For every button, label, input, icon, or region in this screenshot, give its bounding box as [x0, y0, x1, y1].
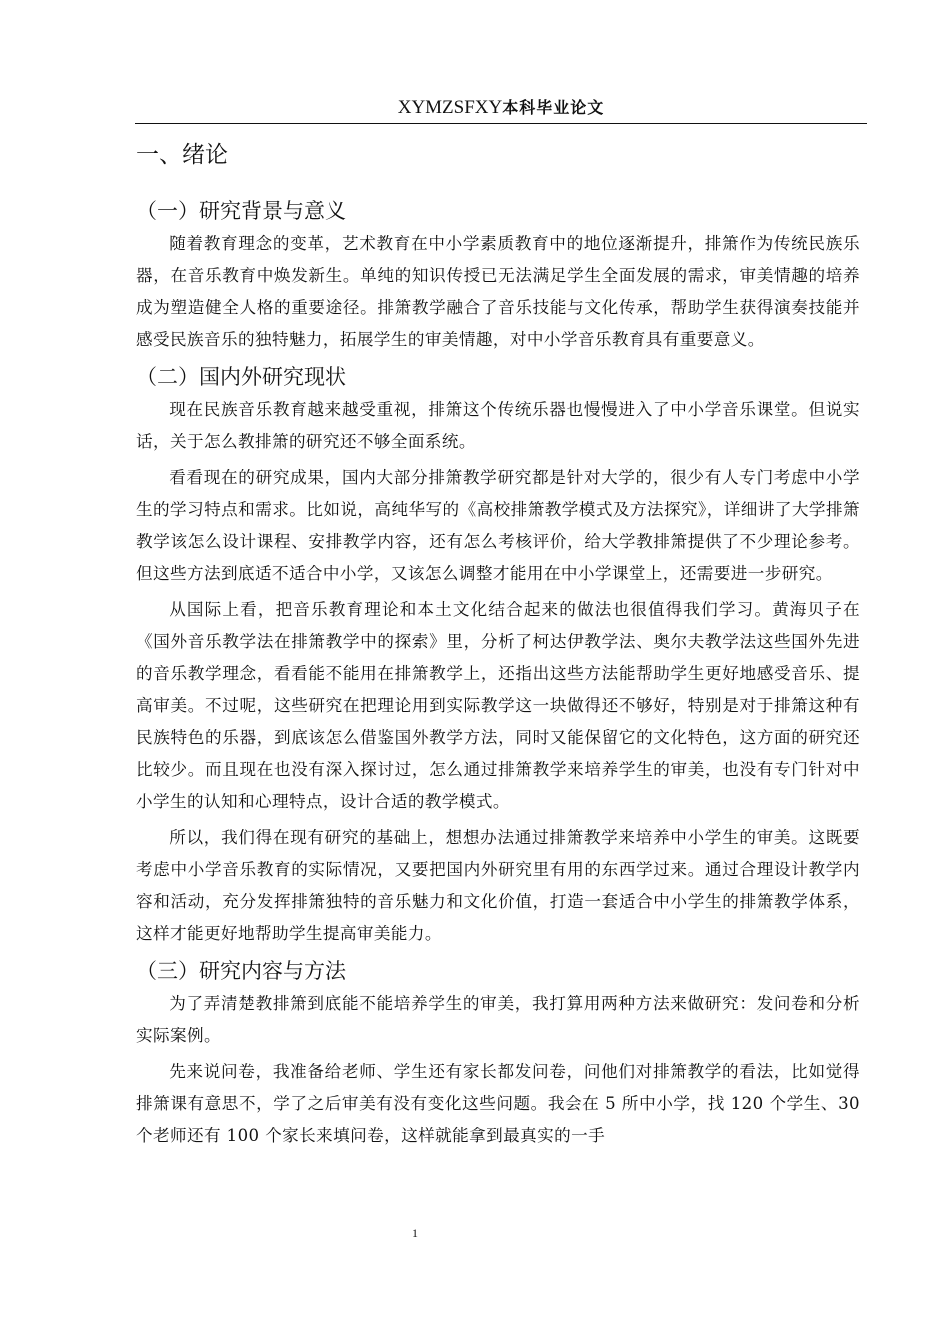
header-title: 本科毕业论文: [502, 98, 605, 117]
body-content: [136, 130, 860, 1156]
section-title: （三）研究内容与方法: [136, 959, 346, 983]
paragraph: 随着教育理念的变革，艺术教育在中小学素质教育中的地位逐渐提升，排箫作为传统民族乐器，在音乐教育中焕发新生。单纯的知识传授已无法满足学生全面发展的需求，审美情趣的培养成为塑造健全人格的重要途径。排箫教学融合了音乐技能与文化传承，帮助学生获得演奏技能并感受民族音乐的独特魅力，拓展学生的审美情趣，对中小学音乐教育具有重要意义。: [136, 234, 860, 349]
chapter-title: 一、绪论: [136, 142, 228, 168]
paragraph: 从国际上看，把音乐教育理论和本土文化结合起来的做法也很值得我们学习。黄海贝子在《国外音乐教学法在排箫教学中的探索》里，分析了柯达伊教学法、奥尔夫教学法这些国外先进的音乐教学理念，看看能不能用在排箫教学上，还指出这些方法能帮助学生更好地感受音乐、提高审美。不过呢，这些研究在把理论用到实际教学这一块做得还不够好，特别是对于排箫这种有民族特色的乐器，到底该怎么借鉴国外教学方法，同时又能保留它的文化特色，这方面的研究还比较少。而且现在也没有深入探讨过，怎么通过排箫教学来培养学生的审美，也没有专门针对中小学生的认知和心理特点，设计合适的教学模式。: [136, 600, 860, 811]
paragraph: 所以，我们得在现有研究的基础上，想想办法通过排箫教学来培养中小学生的审美。这既要考虑中小学音乐教育的实际情况，又要把国内外研究里有用的东西学过来。通过合理设计教学内容和活动，充分发挥排箫独特的音乐魅力和文化价值，打造一套适合中小学生的排箫教学体系，这样才能更好地帮助学生提高审美能力。: [136, 828, 860, 943]
section-title: （二）国内外研究现状: [136, 365, 346, 389]
paragraph: 先来说问卷，我准备给老师、学生还有家长都发问卷，问他们对排箫教学的看法，比如觉得排箫课有意思不，学了之后审美有没有变化这些问题。我会在 5 所中小学，找 120 个学生、30 个老师还有 100 个家长来填问卷，这样就能拿到最真实的一手: [136, 1062, 860, 1145]
header-prefix: XYMZSFXY: [397, 97, 503, 118]
page-number: 1: [412, 1226, 418, 1240]
running-header: [135, 95, 867, 121]
paragraph: 看看现在的研究成果，国内大部分排箫教学研究都是针对大学的，很少有人专门考虑中小学生的学习特点和需求。比如说，高纯华写的《高校排箫教学模式及方法探究》，详细讲了大学排箫教学该怎么设计课程、安排教学内容，还有怎么考核评价，给大学教排箫提供了不少理论参考。但这些方法到底适不适合中小学，又该怎么调整才能用在中小学课堂上，还需要进一步研究。: [136, 468, 860, 583]
section-title: （一）研究背景与意义: [136, 199, 346, 223]
paragraph: 为了弄清楚教排箫到底能不能培养学生的审美，我打算用两种方法来做研究：发问卷和分析实际案例。: [136, 994, 860, 1045]
header-rule: [135, 123, 867, 124]
paragraph: 现在民族音乐教育越来越受重视，排箫这个传统乐器也慢慢进入了中小学音乐课堂。但说实话，关于怎么教排箫的研究还不够全面系统。: [136, 400, 860, 451]
